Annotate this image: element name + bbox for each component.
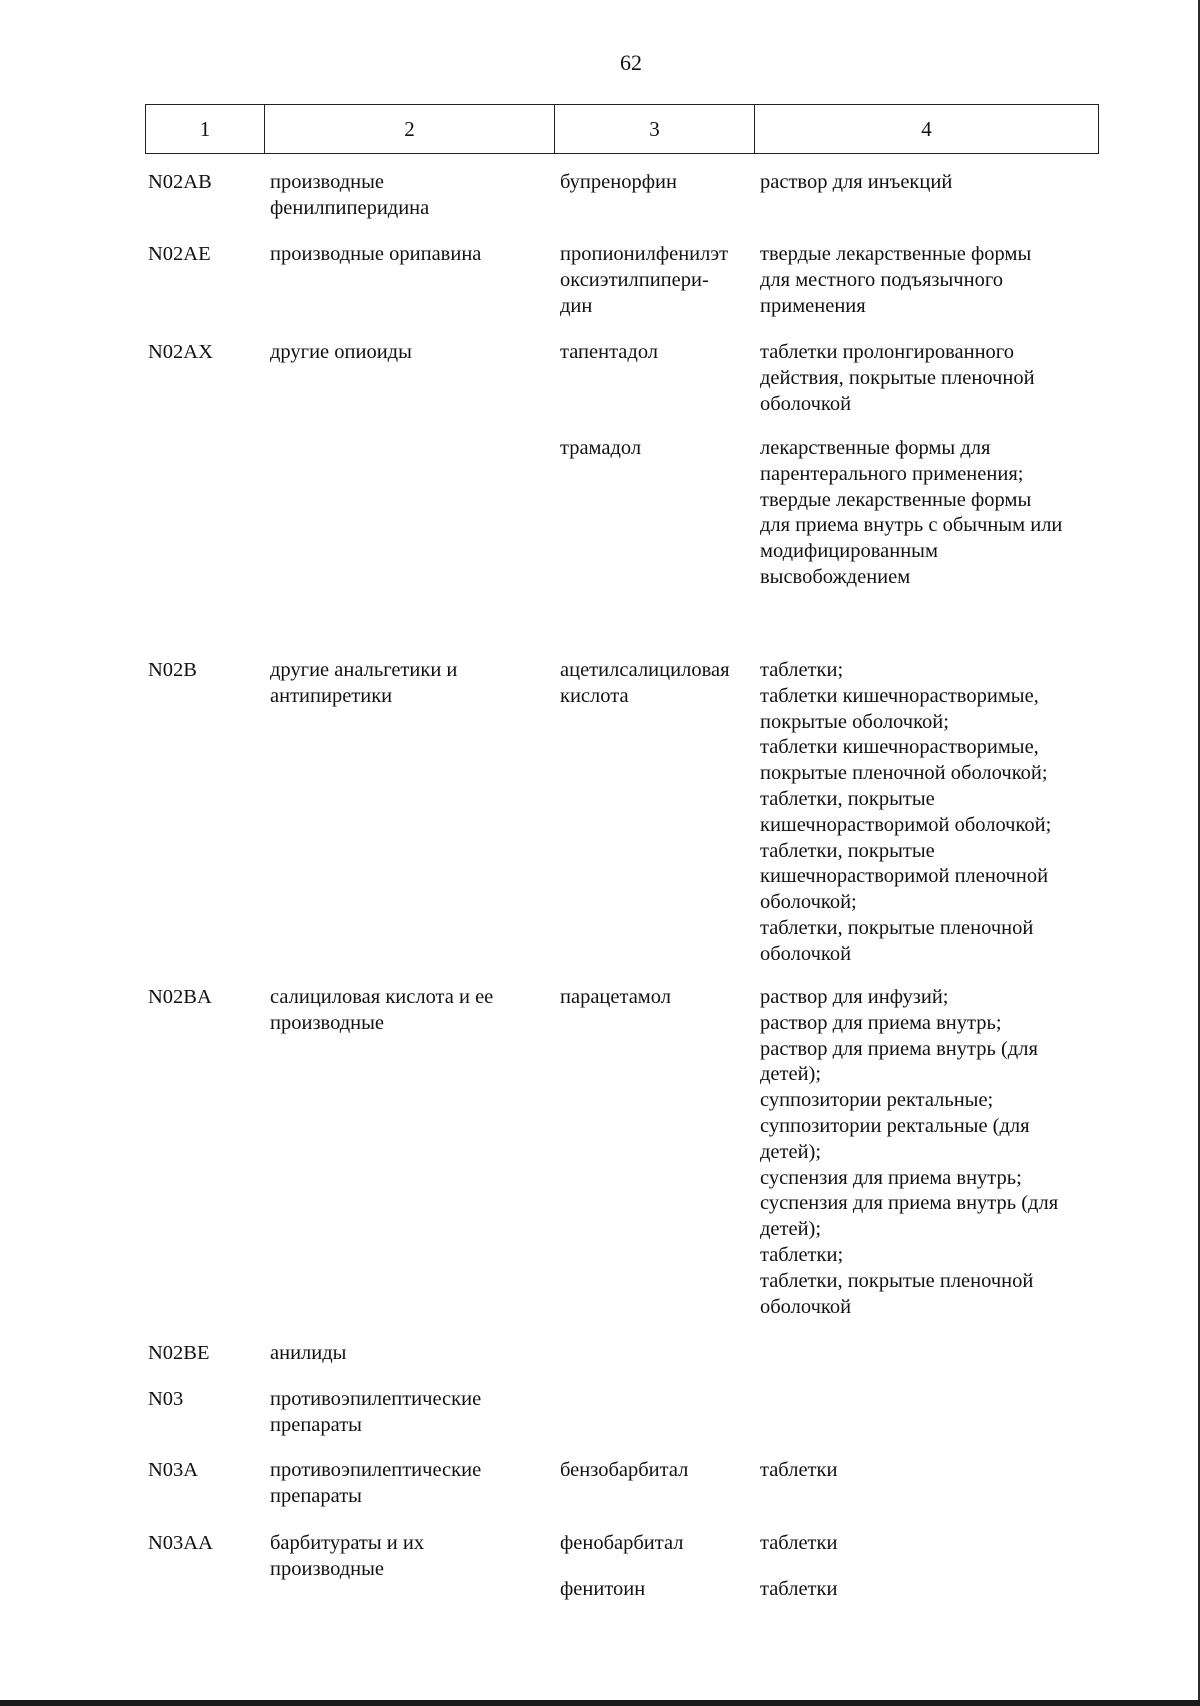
pharmacological-group: другие опиоиды <box>270 341 412 363</box>
atc-code: N03 <box>148 1388 184 1410</box>
dosage-forms: таблетки <box>760 1532 838 1554</box>
dosage-forms: таблетки <box>760 1459 838 1481</box>
scan-bottom-edge <box>0 1700 1200 1706</box>
atc-code: N02B <box>148 659 197 681</box>
substance-name: фенобарбитал <box>560 1532 684 1554</box>
header-cell-1: 1 <box>146 105 265 154</box>
pharmacological-group: производные орипавина <box>270 243 482 265</box>
table-header <box>145 104 1099 154</box>
dosage-forms: твердые лекарственные формы для местного подъязычного применения <box>760 243 1032 317</box>
dosage-forms: таблетки <box>760 1578 838 1600</box>
dosage-forms: лекарственные формы для парентерального применения; твердые лекарственные формы для приема внутрь с обычным или модифицированным высвобождением <box>760 437 1063 588</box>
atc-code: N03A <box>148 1459 199 1481</box>
dosage-forms: раствор для инфузий; раствор для приема внутрь; раствор для приема внутрь (для детей); суппозитории ректальные; суппозитории ректальные (для детей); суспензия для приема внутрь; суспензия для приема внутрь (для детей); таблетки; таблетки, покрытые пленочной оболочкой <box>760 986 1059 1318</box>
atc-code: N03AA <box>148 1532 213 1554</box>
substance-name: фенитоин <box>560 1578 646 1600</box>
header-cell-2: 2 <box>265 105 555 154</box>
atc-code: N02AX <box>148 341 213 363</box>
substance-name: бензобарбитал <box>560 1459 689 1481</box>
dosage-forms: раствор для инъекций <box>760 171 953 193</box>
dosage-forms: таблетки; таблетки кишечнорастворимые, покрытые оболочкой; таблетки кишечнорастворимые, покрытые пленочной оболочкой; таблетки, покрытые кишечнорастворимой оболочкой; таблетки, покрытые кишечнорастворимой пленочной оболочкой; таблетки, покрытые пленочной оболочкой <box>760 659 1052 965</box>
page-number: 62 <box>620 50 642 75</box>
atc-code: N02AE <box>148 243 211 265</box>
substance-name: пропионилфенилэт оксиэтилпипери- дин <box>560 243 729 317</box>
header-cell-3: 3 <box>555 105 755 154</box>
pharmacological-group: производные фенилпиперидина <box>270 171 430 219</box>
substance-name: бупренорфин <box>560 171 677 193</box>
substance-name: парацетамол <box>560 986 671 1008</box>
pharmacological-group: барбитураты и их производные <box>270 1532 425 1580</box>
pharmacological-group: противоэпилептические препараты <box>270 1459 482 1507</box>
atc-code: N02BE <box>148 1342 210 1364</box>
atc-code: N02BA <box>148 986 212 1008</box>
pharmacological-group: анилиды <box>270 1342 347 1364</box>
pharmacological-group: другие анальгетики и антипиретики <box>270 659 458 707</box>
atc-code: N02AB <box>148 171 212 193</box>
substance-name: ацетилсалициловая кислота <box>560 659 730 707</box>
pharmacological-group: противоэпилептические препараты <box>270 1388 482 1436</box>
substance-name: тапентадол <box>560 341 659 363</box>
substance-name: трамадол <box>560 437 642 459</box>
dosage-forms: таблетки пролонгированного действия, покрытые пленочной оболочкой <box>760 341 1035 415</box>
header-cell-4: 4 <box>755 105 1099 154</box>
pharmacological-group: салициловая кислота и ее производные <box>270 986 494 1034</box>
